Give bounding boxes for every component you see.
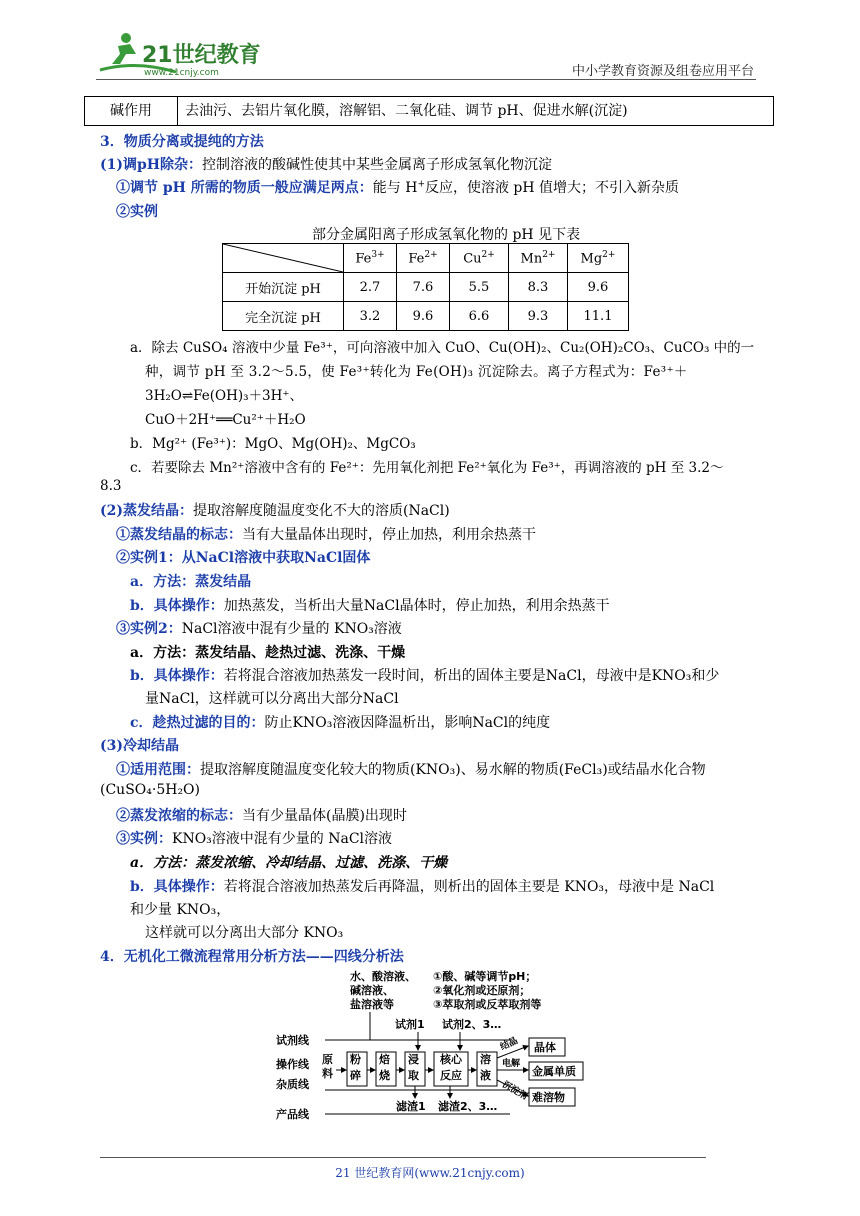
ion-header-fe2: $Fe^{2+}$ xyxy=(397,244,450,273)
box-leach-1: 浸 xyxy=(408,1053,419,1066)
para-2c-b: b．具体操作：若将混合溶液加热蒸发一段时间，析出的固体主要是NaCl，母液中是KNO₃和少 xyxy=(130,668,720,684)
para-3: (3)冷却结晶 xyxy=(100,738,179,754)
table-cell: 2.7 xyxy=(344,273,397,302)
out-crystal: 晶体 xyxy=(534,1041,556,1054)
ion-header-cu2: $Cu^{2+}$ xyxy=(450,244,509,273)
box-leach-2: 取 xyxy=(408,1069,419,1082)
table-cell: 11.1 xyxy=(568,302,629,331)
table-row xyxy=(223,302,629,331)
reagent-top-2: 碱溶液、 xyxy=(350,984,394,997)
item-c-line1: c．若要除去 Mn²⁺溶液中含有的 Fe²⁺：先用氧化剂把 Fe²⁺氧化为 Fe³⁺，再调溶液的 pH 至 3.2～ xyxy=(130,460,724,476)
line-product-label: 产品线 xyxy=(276,1108,309,1121)
box-core-1: 核心 xyxy=(440,1053,462,1066)
para-1: (1)调pH除杂：控制溶液的酸碱性使其中某些金属离子形成氢氧化物沉淀 xyxy=(100,157,553,173)
para-2c-a: a．方法：蒸发结晶、趁热过滤、洗涤、干燥 xyxy=(130,645,406,661)
para-2c-b-cont: 量NaCl，这样就可以分离出大部分NaCl xyxy=(145,691,399,707)
line-impurity-label: 杂质线 xyxy=(276,1078,309,1091)
para-3b: ②蒸发浓缩的标志：当有少量晶体(晶膜)出现时 xyxy=(116,808,407,824)
out-metal: 金属单质 xyxy=(532,1065,576,1078)
box-crush-1: 粉 xyxy=(350,1053,361,1066)
table-cell: 9.3 xyxy=(509,302,568,331)
item-a-line4: CuO＋2H⁺══Cu²⁺＋H₂O xyxy=(145,412,306,428)
para-3a-cont: (CuSO₄·5H₂O) xyxy=(100,782,200,798)
table-cell: 7.6 xyxy=(397,273,450,302)
box-core-2: 反应 xyxy=(440,1069,462,1082)
reagent-2-label: 试剂2、3… xyxy=(442,1018,502,1031)
item-c-line2: 8.3 xyxy=(100,478,122,494)
para-3c: ③实例：KNO₃溶液中混有少量的 NaCl溶液 xyxy=(116,831,393,847)
raw-material-2: 料 xyxy=(322,1067,333,1080)
ion-header-fe3: $Fe^{3+}$ xyxy=(344,244,397,273)
section-4-title: 4．无机化工微流程常用分析方法——四线分析法 xyxy=(100,949,404,965)
alkali-usage-row xyxy=(84,96,774,126)
item-a-line1: a．除去 CuSO₄ 溶液中少量 Fe³⁺，可向溶液中加入 CuO、Cu(OH)₂、Cu₂(OH)₂CO₃、CuCO₃ 中的一 xyxy=(130,340,755,356)
logo-url: www.21cnjy.com xyxy=(144,68,219,78)
table-cell: 9.6 xyxy=(568,273,629,302)
ion-header-mn2: $Mn^{2+}$ xyxy=(509,244,568,273)
reagent-1-label: 试剂1 xyxy=(395,1018,425,1031)
para-2a: ①蒸发结晶的标志：当有大量晶体出现时，停止加热，利用余热蒸干 xyxy=(116,527,536,543)
para-2b-b: b．具体操作：加热蒸发，当析出大量NaCl晶体时，停止加热，利用余热蒸干 xyxy=(130,598,610,614)
table-cell: 8.3 xyxy=(509,273,568,302)
line-operation-label: 操作线 xyxy=(276,1058,309,1071)
box-roast-2: 烧 xyxy=(379,1069,390,1082)
para-1b: ②实例 xyxy=(116,204,158,220)
box-solution-1: 溶 xyxy=(480,1053,491,1066)
para-2c-c: c．趁热过滤的目的：防止KNO₃溶液因降温析出，影响NaCl的纯度 xyxy=(130,715,551,731)
ph-table xyxy=(222,243,629,331)
row-label: 碱作用 xyxy=(85,97,178,125)
raw-material-1: 原 xyxy=(322,1053,333,1066)
para-2c: ③实例2：NaCl溶液中混有少量的 KNO₃溶液 xyxy=(116,621,402,637)
table-caption: 部分金属阳离子形成氢氧化物的 pH 见下表 xyxy=(312,227,581,243)
box-roast-1: 焙 xyxy=(379,1053,390,1066)
para-1a: ①调节 pH 所需的物质一般应满足两点：能与 H+反应，使溶液 pH 值增大；不引入新杂质 xyxy=(116,179,680,196)
notes-3: ③萃取剂或反萃取剂等 xyxy=(433,998,542,1011)
section-3-title: 3．物质分离或提纯的方法 xyxy=(100,134,264,150)
table-cell: 3.2 xyxy=(344,302,397,331)
ion-header-mg2: $Mg^{2+}$ xyxy=(568,244,629,273)
para-2b: ②实例1：从NaCl溶液中获取NaCl固体 xyxy=(116,550,371,566)
branch-crystal-label: 结晶 xyxy=(499,1036,520,1053)
notes-2: ②氧化剂或还原剂； xyxy=(433,984,531,997)
row-content: 去油污、去铝片氧化膜，溶解铝、二氧化硅、调节 pH、促进水解(沉淀) xyxy=(185,103,628,119)
residue-2-label: 滤渣2、3… xyxy=(438,1100,498,1113)
table-cell: 9.6 xyxy=(397,302,450,331)
header-divider xyxy=(96,79,756,80)
table-header-row xyxy=(223,244,629,273)
item-b-line: b．Mg²⁺ (Fe³⁺)：MgO、Mg(OH)₂、MgCO₃ xyxy=(130,436,416,452)
notes-1: ①酸、碱等调节pH； xyxy=(433,970,537,983)
reagent-top-1: 水、酸溶液、 xyxy=(350,970,416,983)
para-2: (2)蒸发结晶：提取溶解度随温度变化不大的溶质(NaCl) xyxy=(100,503,450,519)
box-crush-2: 碎 xyxy=(350,1069,361,1082)
reagent-top-3: 盐溶液等 xyxy=(350,998,394,1011)
residue-1-label: 滤渣1 xyxy=(396,1100,426,1113)
row-label: 开始沉淀 pH xyxy=(223,273,344,302)
para-3c-b: b．具体操作：若将混合溶液加热蒸发后再降温，则析出的固体主要是 KNO₃，母液中是 NaCl xyxy=(130,879,715,895)
para-3c-b-cont: 和少量 KNO₃， xyxy=(130,902,231,918)
table-cell: 5.5 xyxy=(450,273,509,302)
site-logo xyxy=(96,30,266,80)
item-a-line2: 种，调节 pH 至 3.2～5.5，使 Fe³⁺转化为 Fe(OH)₃ 沉淀除去。离子方程式为：Fe³⁺＋ xyxy=(145,364,688,380)
diagonal-line xyxy=(223,244,343,272)
para-3c-b-cont2: 这样就可以分离出大部分 KNO₃ xyxy=(145,925,344,941)
table-row xyxy=(223,273,629,302)
footer-text: 21 世纪教育网(www.21cnjy.com) xyxy=(335,1166,525,1180)
line-reagent-label: 试剂线 xyxy=(276,1034,309,1047)
table-cell: 6.6 xyxy=(450,302,509,331)
item-a-line3: 3H₂O⇌Fe(OH)₃＋3H⁺、 xyxy=(145,388,304,404)
footer-divider xyxy=(100,1157,706,1158)
corner-cell xyxy=(223,244,344,273)
logo-text: 21世纪教育 xyxy=(142,43,261,68)
header-platform-text: 中小学教育资源及组卷应用平台 xyxy=(571,64,754,79)
para-3c-a: a．方法：蒸发浓缩、冷却结晶、过滤、洗涤、干燥 xyxy=(130,855,448,871)
row-label: 完全沉淀 pH xyxy=(223,302,344,331)
box-solution-2: 液 xyxy=(480,1069,491,1082)
para-2b-a: a．方法：蒸发结晶 xyxy=(130,574,252,590)
out-precipitate: 难溶物 xyxy=(532,1091,565,1104)
branch-precipitant-label: 沉淀剂 xyxy=(500,1079,529,1103)
four-line-flow-diagram xyxy=(270,966,600,1126)
branch-electrolysis-label: 电解 xyxy=(502,1059,521,1069)
para-3a: ①适用范围：提取溶解度随温度变化较大的物质(KNO₃)、易水解的物质(FeCl₃)或结晶水化合物 xyxy=(116,762,706,778)
